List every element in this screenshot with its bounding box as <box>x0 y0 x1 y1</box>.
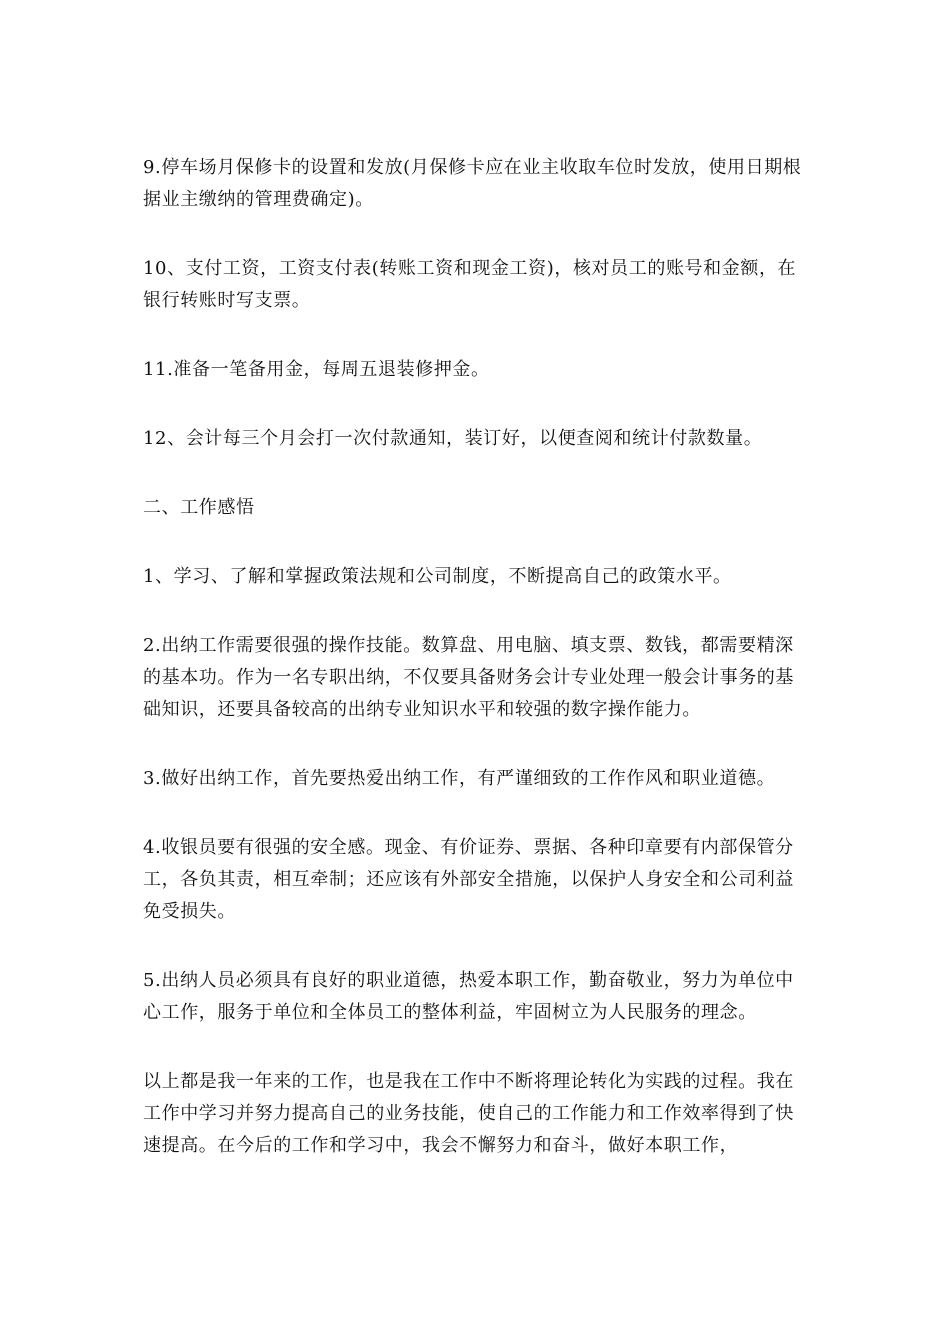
paragraph-spacer <box>143 593 811 630</box>
paragraph-spacer <box>143 455 811 492</box>
summary-paragraph: 以上都是我一年来的工作，也是我在工作中不断将理论转化为实践的过程。我在工作中学习并努力提高自己的业务技能，使自己的工作能力和工作效率得到了快速提高。在今后的工作和学习中，我会不懈努力和奋斗，做好本职工作， <box>143 1071 794 1156</box>
paragraph-spacer <box>143 317 811 354</box>
document-body <box>143 152 811 1162</box>
paragraph-spacer <box>143 524 811 561</box>
paragraph-spacer <box>143 795 811 832</box>
insight-item-3: 3.做好出纳工作，首先要热爱出纳工作，有严谨细致的工作作风和职业道德。 <box>143 768 776 789</box>
insight-item-5: 5.出纳人员必须具有良好的职业道德，热爱本职工作，勤奋敬业，努力为单位中心工作，服务于单位和全体员工的整体利益，牢固树立为人民服务的理念。 <box>143 970 794 1023</box>
paragraph-spacer <box>143 1029 811 1066</box>
section-heading: 二、工作感悟 <box>143 497 255 518</box>
paragraph-spacer <box>143 386 811 423</box>
insight-item-2: 2.出纳工作需要很强的操作技能。数算盘、用电脑、填支票、数钱，都需要精深的基本功。作为一名专职出纳，不仅要具备财务会计专业处理一般会计事务的基础知识，还要具备较高的出纳专业知识水平和较强的数字操作能力。 <box>143 635 794 720</box>
insight-item-1: 1、学习、了解和掌握政策法规和公司制度，不断提高自己的政策水平。 <box>143 566 732 587</box>
paragraph-spacer <box>143 726 811 763</box>
paragraph-item-12: 12、会计每三个月会打一次付款通知，装订好，以便查阅和统计付款数量。 <box>143 428 763 449</box>
insight-item-4: 4.收银员要有很强的安全感。现金、有价证券、票据、各种印章要有内部保管分工，各负其责，相互牵制；还应该有外部安全措施，以保护人身安全和公司利益免受损失。 <box>143 837 794 922</box>
paragraph-item-9: 9.停车场月保修卡的设置和发放(月保修卡应在业主收取车位时发放，使用日期根据业主缴纳的管理费确定)。 <box>143 157 802 210</box>
paragraph-item-11: 11.准备一笔备用金，每周五退装修押金。 <box>143 359 490 380</box>
paragraph-spacer <box>143 928 811 965</box>
paragraph-spacer <box>143 216 811 253</box>
paragraph-item-10: 10、支付工资，工资支付表(转账工资和现金工资)，核对员工的账号和金额，在银行转账时写支票。 <box>143 258 797 311</box>
